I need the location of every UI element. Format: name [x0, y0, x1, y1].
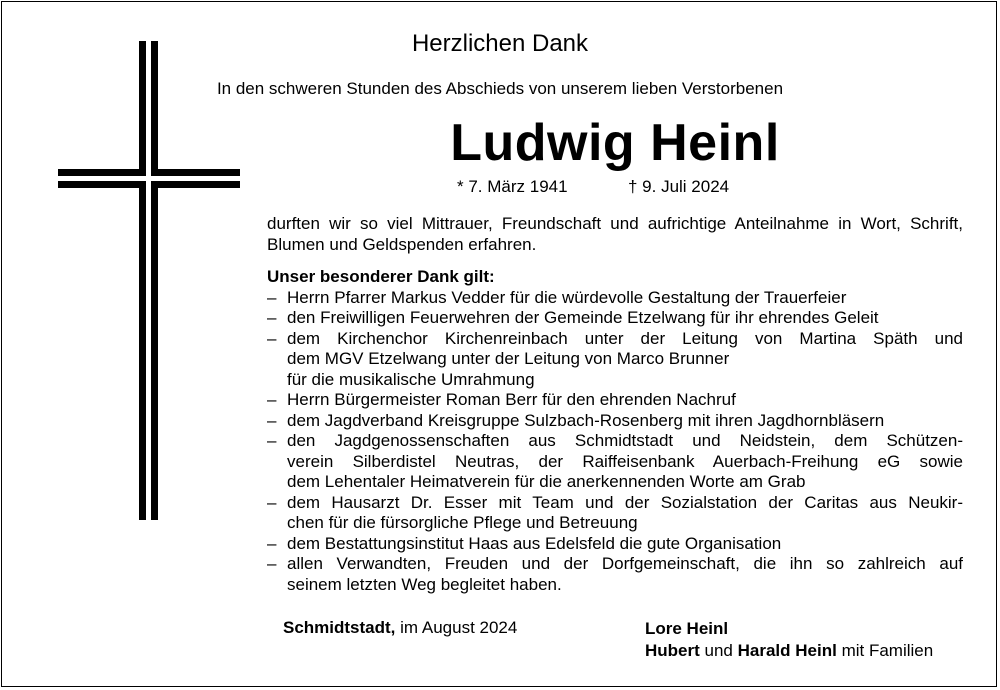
thanks-item-line: dem Hausarzt Dr. Esser mit Team und der Sozialstation der Caritas aus Neukir- — [287, 492, 963, 512]
thanks-item-line: verein Silberdistel Neutras, der Raiffeisenbank Auerbach-Freihung eG sowie — [287, 451, 963, 471]
thanks-item-line: dem Jagdverband Kreisgruppe Sulzbach-Rosenberg mit ihren Jagdhornbläsern — [287, 410, 885, 430]
thanks-item — [267, 431, 963, 493]
deceased-name: Ludwig Heinl — [450, 114, 780, 172]
signer-1: Lore Heinl — [645, 619, 729, 638]
list-dash: – — [267, 308, 277, 327]
thanks-item — [267, 493, 963, 534]
list-dash: – — [267, 410, 277, 430]
thanks-item-line: allen Verwandten, Freuden und der Dorfgemeinschaft, die ihn so zahlreich auf — [287, 554, 963, 573]
signer-2a: Hubert — [645, 641, 700, 660]
thanks-item — [267, 329, 963, 391]
list-dash: – — [267, 431, 277, 450]
list-dash: – — [267, 554, 277, 573]
thanks-item-line: Herrn Pfarrer Markus Vedder für die würdevolle Gestaltung der Trauerfeier — [287, 287, 847, 307]
thanks-item-line: Herrn Bürgermeister Roman Berr für den ehrenden Nachruf — [287, 390, 736, 409]
signers — [645, 618, 933, 662]
list-dash: – — [267, 328, 277, 348]
list-dash: – — [267, 533, 277, 553]
date: im August 2024 — [400, 618, 518, 637]
intro-text: In den schweren Stunden des Abschieds von unserem lieben Verstorbenen — [216, 79, 784, 98]
thanks-item — [267, 288, 963, 309]
signer-suffix: mit Familien — [841, 641, 934, 660]
thanks-item-line: chen für die fürsorgliche Pflege und Betreuung — [287, 513, 638, 532]
thanks-item — [267, 554, 963, 595]
place: Schmidtstadt, — [283, 618, 396, 637]
birth-date: * 7. März 1941 — [457, 177, 568, 196]
thanks-item — [267, 308, 963, 329]
thanks-item-line: dem MGV Etzelwang unter der Leitung von Marco Brunner — [287, 349, 730, 368]
thanks-item-line: den Freiwilligen Feuerwehren der Gemeinde Etzelwang für ihr ehrendes Geleit — [287, 308, 879, 327]
thanks-item — [267, 390, 963, 411]
thanks-item-line: dem Bestattungsinstitut Haas aus Edelsfeld die gute Organisation — [287, 533, 782, 553]
thanks-heading: Unser besonderer Dank gilt: — [267, 267, 495, 286]
death-date: † 9. Juli 2024 — [628, 177, 730, 196]
thanks-item-line: dem Kirchenchor Kirchenreinbach unter der Leitung von Martina Späth und — [287, 328, 963, 348]
signer-and: und — [704, 641, 733, 660]
list-dash: – — [267, 492, 277, 512]
thanks-paragraph: durften wir so viel Mittrauer, Freundschaft und aufrichtige Anteilnahme in Wort, Schrift, Blumen und Geldspenden erfahren. — [267, 214, 963, 254]
thanks-item-line: den Jagdgenossenschaften aus Schmidtstadt und Neidstein, dem Schützen- — [287, 431, 963, 450]
signer-2b: Harald Heinl — [737, 641, 837, 660]
thanks-list — [267, 288, 963, 596]
list-dash: – — [267, 287, 277, 307]
thanks-item — [267, 411, 963, 432]
notice-title: Herzlichen Dank — [411, 30, 589, 57]
place-date — [283, 618, 517, 638]
notice-body — [267, 214, 963, 595]
thanks-item-line: dem Lehentaler Heimatverein für die anerkennenden Worte am Grab — [287, 472, 806, 491]
thanks-item-line: für die musikalische Umrahmung — [287, 369, 535, 389]
thanks-item — [267, 534, 963, 555]
list-dash: – — [267, 390, 277, 409]
thanks-item-line: seinem letzten Weg begleitet haben. — [287, 574, 562, 594]
